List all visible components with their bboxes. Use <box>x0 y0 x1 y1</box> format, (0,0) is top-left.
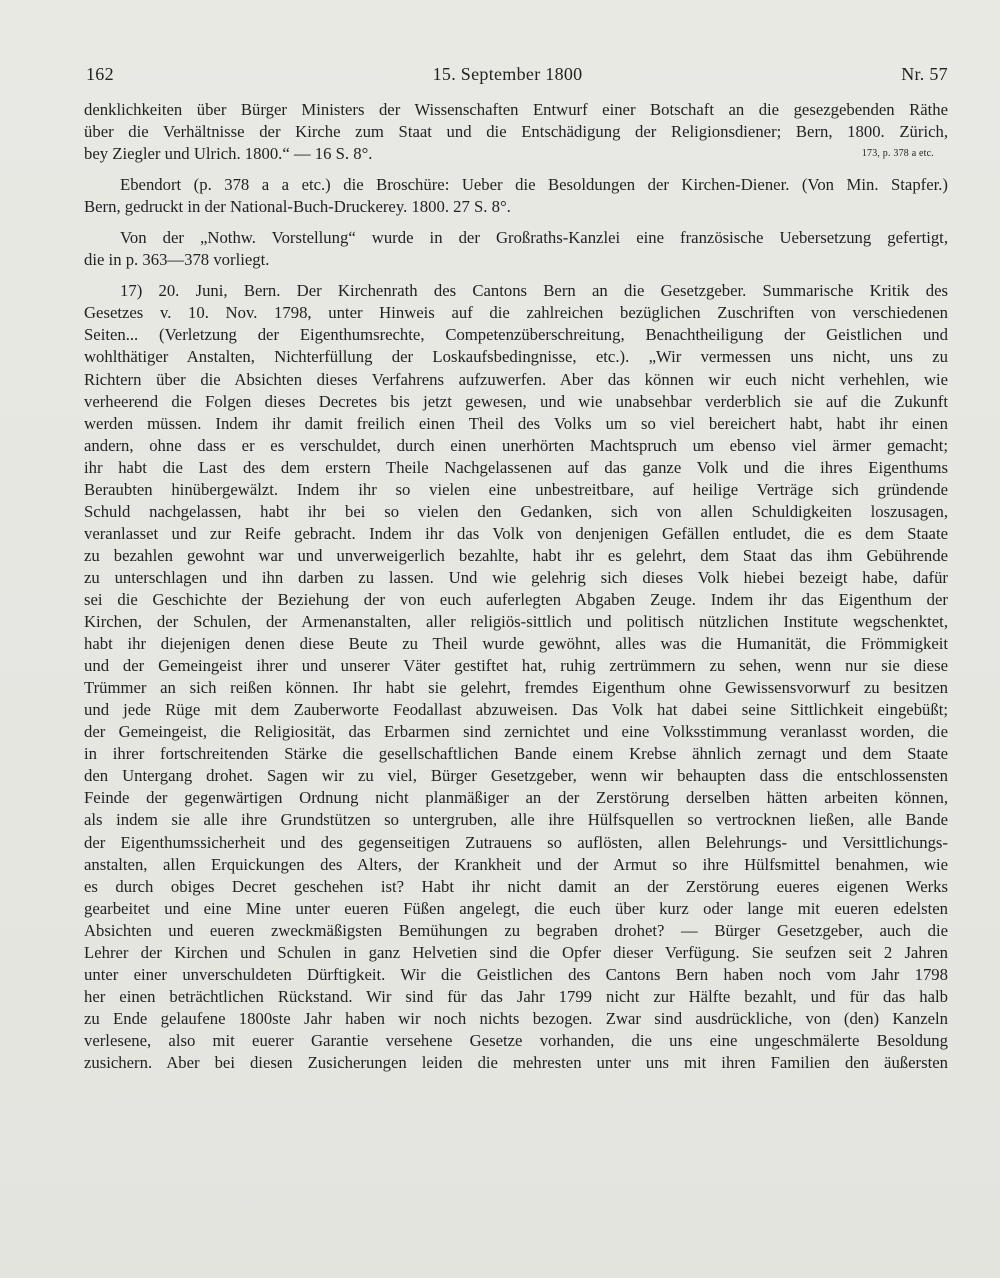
text-line: verheerend die Folgen dieses Decretes bis jetzt gewesen, und wie unabsehbar verderblich sie auf die Zukunft <box>84 391 948 411</box>
running-date: 15. September 1800 <box>432 64 583 84</box>
text-line: zusichern. Aber bei diesen Zusicherungen leiden die mehresten unter uns mit ihren Familien den äußersten <box>84 1052 948 1072</box>
paragraph <box>84 174 948 218</box>
page-header <box>86 64 948 90</box>
text-line: Ebendort (p. 378 a a etc.) die Broschüre: Ueber die Besoldungen der Kirchen-Diener. (Von Min. Stapfer.) <box>120 175 948 195</box>
text-line: Richtern über die Absichten dieses Verfahrens aufzuwerfen. Aber das können wir euch nicht verhehlen, wie <box>84 369 948 389</box>
text-line: in ihrer fortschreitenden Stärke die gesellschaftlichen Bande einem Krebse ähnlich zernagt und dem Staate <box>84 744 948 764</box>
paragraph <box>84 227 948 271</box>
text-line: werden müssen. Indem ihr damit freilich einen Theil des Volks um so viel bereichert habt, habt ihr einen <box>84 413 948 433</box>
text-line: den Untergang drohet. Sagen wir zu viel, Bürger Gesetzgeber, wenn wir behaupten dass die entschlossensten <box>84 766 948 786</box>
paragraph <box>84 99 948 165</box>
text-line: es durch obiges Decret geschehen ist? Habt ihr nicht damit an der Zerstörung eueres eigenen Werks <box>84 876 948 896</box>
text-line: unter einer unverschuldeten Dürftigkeit. Wir die Geistlichen des Cantons Bern haben noch vom Jahr 1798 <box>84 964 948 984</box>
text-line: gearbeitet und eine Mine unter eueren Füßen angelegt, die euch über kurz oder lange mit eueren edelsten <box>84 898 948 918</box>
text-line: andern, ohne dass er es verschuldet, durch einen unerhörten Machtspruch um ebenso viel ärmer gemacht; <box>84 435 948 455</box>
text-line: Trümmer an sich reißen können. Ihr habt sie gelehrt, fremdes Eigenthum ohne Gewissensvorwurf zu besitzen <box>84 678 948 698</box>
text-line <box>84 143 948 165</box>
document-body <box>84 99 948 1074</box>
document-number: Nr. 57 <box>901 64 948 84</box>
text-line: wohlthätiger Anstalten, Nichterfüllung der Loskaufsbedingnisse, etc.). „Wir vermessen uns nicht, uns zu <box>84 347 948 367</box>
text-line: Von der „Nothw. Vorstellung“ wurde in der Großraths-Kanzlei eine französische Uebersetzung gefertigt, <box>120 228 948 248</box>
text-line: Seiten... (Verletzung der Eigenthumsrechte, Competenzüberschreitung, Benachtheiligung der Geistlichen und <box>84 325 948 345</box>
paragraph <box>84 280 948 1074</box>
text-line: zu Ende gelaufene 1800ste Jahr haben wir noch nichts bezogen. Zwar sind ausdrückliche, von (den) Kanzeln <box>84 1008 948 1028</box>
text-line: als indem sie alle ihre Grundstützen so untergruben, alle ihre Hülfsquellen so vertrocknen ließen, alle Bande <box>84 810 948 830</box>
text-line: über die Verhältnisse der Kirche zum Staat und die Entschädigung der Religionsdiener; Bern, 1800. Zürich, <box>84 122 948 142</box>
text-line: habt ihr diejenigen denen diese Beute zu Theil wurde gewöhnt, alles was die Humanität, die Frömmigkeit <box>84 634 948 654</box>
text-line: Gesetzes v. 10. Nov. 1798, unter Hinweis auf die zahlreichen bezüglichen Zuschriften von verschiedenen <box>84 303 948 323</box>
text-line: ihr habt die Last des dem erstern Theile Nachgelassenen auf das ganze Volk und die ihres Eigenthums <box>84 457 948 477</box>
text-line: sei die Geschichte der Beziehung der von euch auferlegten Abgaben Zeuge. Indem ihr das Eigenthum der <box>84 589 948 609</box>
text-line: Bern, gedruckt in der National-Buch-Druckerey. 1800. 27 S. 8°. <box>84 197 511 217</box>
text-line-content: bey Ziegler und Ulrich. 1800.“ — 16 S. 8°. <box>84 144 373 164</box>
text-line: denklichkeiten über Bürger Ministers der Wissenschaften Entwurf einer Botschaft an die gesezgebenden Räthe <box>84 100 948 119</box>
text-line: Kirchen, der Schulen, der Armenanstalten, aller religiös-sittlich und politisch nützlichen Institute wegschenktet, <box>84 612 948 632</box>
text-line: zu unterschlagen und ihn darben zu lassen. Und wie gelehrig sich dieses Volk hiebei bezeigt habe, dafür <box>84 567 948 587</box>
text-line: Schuld nachgelassen, habt ihr bei so vielen den Gedanken, sich von allen Schuldigkeiten loszusagen, <box>84 501 948 521</box>
text-line: anstalten, allen Erquickungen des Alters, der Krankheit und der Armut so ihre Hülfsmittel benahmen, wie <box>84 854 948 874</box>
text-line: veranlasset und zur Reife gebracht. Indem ihr das Volk von denjenigen Gefällen entludet, die es dem Staate <box>84 523 948 543</box>
text-line: 17) 20. Juni, Bern. Der Kirchenrath des Cantons Bern an die Gesetzgeber. Summarische Kritik des <box>120 281 948 301</box>
text-line: der Gemeingeist, die Religiosität, das Erbarmen sind zernichtet und eine Volksstimmung veranlasst worden, die <box>84 722 948 742</box>
margin-reference: 173, p. 378 a etc. <box>861 148 934 160</box>
text-line: Beraubten hinübergewälzt. Indem ihr so vielen eine unbestreitbare, auf heilige Verträge sich gründende <box>84 479 948 499</box>
text-line: die in p. 363—378 vorliegt. <box>84 250 270 270</box>
text-line: und jede Rüge mit dem Zauberworte Feodallast abzuweisen. Das Volk hat dabei seine Sittlichkeit eingebüßt; <box>84 700 948 720</box>
text-line: zu bezahlen gewohnt war und unverweigerlich bezahlte, habt ihr es gelehrt, dem Staat das ihm Gebührende <box>84 545 948 565</box>
text-line: Lehrer der Kirchen und Schulen in ganz Helvetien sind die Opfer dieser Verfügung. Sie seufzen seit 2 Jahren <box>84 942 948 962</box>
text-line: Feinde der gegenwärtigen Ordnung nicht planmäßiger an der Zerstörung derselben hätten arbeiten können, <box>84 788 948 808</box>
text-line: verlesene, also mit euerer Garantie versehene Gesetze vorhanden, die uns eine ungeschmälerte Besoldung <box>84 1030 948 1050</box>
page-number: 162 <box>86 64 114 84</box>
text-line: Absichten und eueren zweckmäßigsten Bemühungen zu begraben drohet? — Bürger Gesetzgeber, auch die <box>84 920 948 940</box>
text-line: her einen beträchtlichen Rückstand. Wir sind für das Jahr 1799 nicht zur Hälfte bezahlt, und für das halb <box>84 986 948 1006</box>
text-line: der Eigenthumssicherheit und des gegenseitigen Zutrauens so auflösten, allen Belehrungs- und Versittlichungs- <box>84 832 948 852</box>
text-line: und der Gemeingeist ihrer und unserer Väter gestiftet hat, ruhig zertrümmern zu sehen, wenn nur sie diese <box>84 656 948 676</box>
